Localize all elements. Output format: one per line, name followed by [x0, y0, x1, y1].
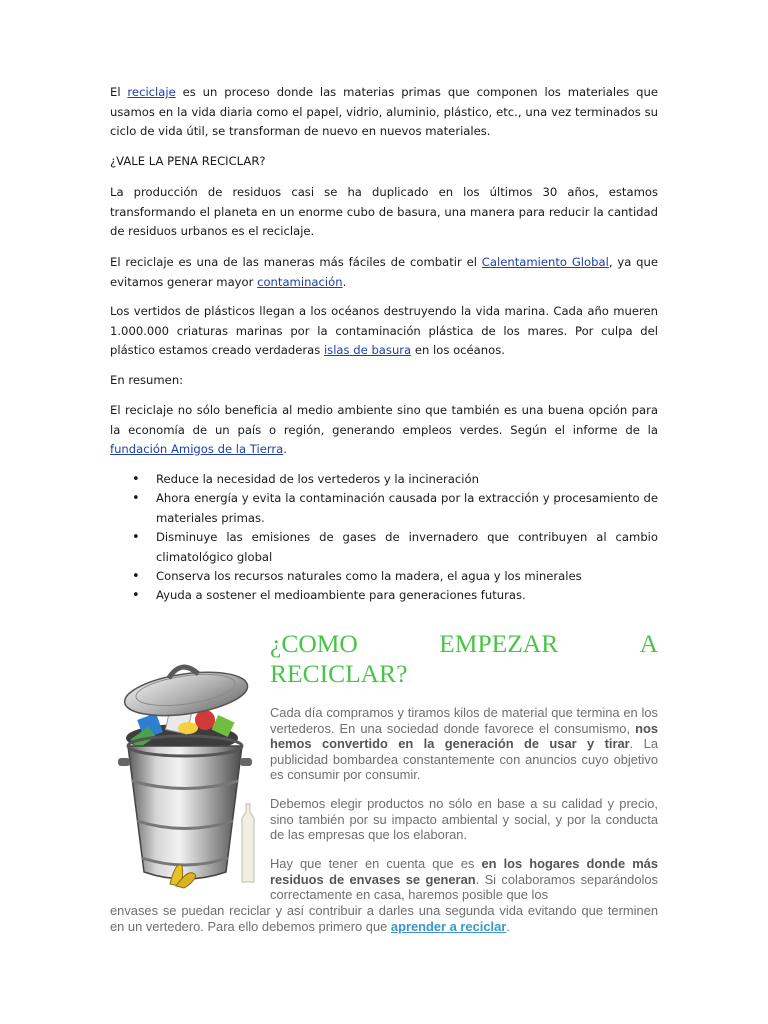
text-run: , ya que evitamos generar mayor	[110, 255, 658, 289]
plastics-paragraph	[110, 302, 658, 361]
text-run: en los océanos.	[411, 343, 505, 357]
waste-paragraph	[110, 183, 658, 242]
text-run: Los vertidos de plásticos llegan a los océanos destruyendo la vida marina. Cada año mueren 1.000.000 criaturas marinas por la contaminación plástica de los mares. Por culpa del plástico estamos creado verdaderas	[110, 304, 658, 357]
question-heading	[110, 152, 658, 172]
households-paragraph-continued	[110, 903, 658, 934]
intro-paragraph	[110, 83, 658, 142]
economy-paragraph	[110, 401, 658, 460]
title-line-2: RECICLAR?	[270, 659, 408, 688]
link-contaminacion[interactable]: contaminación	[257, 274, 343, 289]
list-item	[110, 567, 658, 586]
text-run: .	[506, 918, 510, 934]
list-item	[110, 470, 658, 489]
text-run: El	[110, 85, 128, 99]
list-item-text: Conserva los recursos naturales como la madera, el agua y los minerales	[156, 569, 582, 584]
trash-item	[178, 722, 198, 734]
households-paragraph	[270, 856, 658, 903]
can-handle-right	[240, 758, 252, 766]
bold-text: en los hogares donde más residuos de envases se generan	[270, 856, 659, 887]
text-run: .	[342, 274, 347, 289]
list-item	[110, 586, 658, 605]
list-item-text: Ayuda a sostener el medioambiente para generaciones futuras.	[156, 588, 526, 603]
link-islas-de-basura[interactable]: islas de basura	[323, 343, 412, 357]
list-item-text: Ahora energía y evita la contaminación causada por la extracción y procesamiento de materiales primas.	[156, 491, 658, 525]
text-run: .	[283, 442, 287, 456]
bullet-icon: •	[132, 569, 140, 585]
title-word: EMPEZAR	[439, 629, 559, 658]
choose-products-text: Debemos elegir productos no sólo en base a su calidad y precio, sino también por su impacto ambiental y social, y por la conducta de las empresas que los elaboran.	[270, 796, 658, 843]
title-word: ¿COMO	[270, 629, 358, 658]
link-aprender-a-reciclar[interactable]: aprender a reciclar	[390, 918, 507, 934]
question-text: ¿VALE LA PENA RECICLAR?	[110, 154, 266, 168]
bottle	[242, 804, 254, 882]
list-item-text: Reduce la necesidad de los vertederos y la incineración	[156, 472, 479, 486]
waste-paragraph-text: La producción de residuos casi se ha duplicado en los últimos 30 años, estamos transformando el planeta en un enorme cubo de basura, una manera para reducir la cantidad de residuos urbanos es el reciclaje.	[110, 185, 658, 238]
benefits-list	[110, 470, 658, 606]
section-title	[270, 629, 658, 689]
consumption-paragraph	[270, 705, 658, 783]
text-run: es un proceso donde las materias primas que componen los materiales que usamos en la vida diaria como el papel, vidrio, aluminio, plástico, etc., una vez terminados su ciclo de vida útil, se transforman de nuevo en nuevos materiales.	[110, 85, 658, 138]
list-item-text: Disminuye las emisiones de gases de invernadero que contribuyen al cambio climatológico global	[156, 530, 658, 564]
list-item	[110, 489, 658, 528]
resumen-label	[110, 371, 658, 391]
bold-text: nos hemos convertido en la generación de usar y tirar	[270, 720, 658, 752]
bullet-icon: •	[132, 588, 140, 604]
list-item	[110, 528, 658, 567]
link-fundacion-amigos-de-la-tierra[interactable]: fundación Amigos de la Tierra	[110, 442, 284, 456]
bullet-icon: •	[132, 530, 140, 546]
trash-can-icon	[110, 646, 260, 896]
link-reciclaje[interactable]: reciclaje	[127, 85, 176, 99]
text-run: Cada día compramos y tiramos kilos de material que termina en los vertederos. En una sociedad donde favorece el consumismo,	[270, 705, 658, 736]
choose-products-paragraph	[270, 796, 658, 843]
bullet-icon: •	[132, 491, 140, 507]
text-run: . Si colaboramos separándolos correctamente en casa, haremos posible que los	[270, 871, 658, 903]
title-word: A	[639, 629, 658, 658]
title-line-1	[270, 629, 658, 659]
text-run: . La publicidad bombardea constantemente con anuncios cuyo objetivo es consumir por consumir.	[270, 736, 658, 783]
text-run: El reciclaje es una de las maneras más fáciles de combatir el	[110, 255, 482, 269]
global-warming-paragraph	[110, 253, 658, 292]
can-handle-left	[118, 758, 130, 766]
link-calentamiento-global[interactable]: Calentamiento Global	[481, 255, 609, 269]
text-run: El reciclaje no sólo beneficia al medio ambiente sino que también es una buena opción para la economía de un país o región, generando empleos verdes. Según el informe de la	[110, 403, 658, 437]
text-run: envases se puedan reciclar y así contribuir a darles una segunda vida evitando que terminen en un vertedero. Para ello debemos primero que	[110, 903, 658, 934]
can-lid	[121, 659, 250, 723]
resumen-text: En resumen:	[110, 373, 184, 387]
bullet-icon: •	[132, 472, 140, 487]
text-run: Hay que tener en cuenta que es	[270, 856, 482, 871]
